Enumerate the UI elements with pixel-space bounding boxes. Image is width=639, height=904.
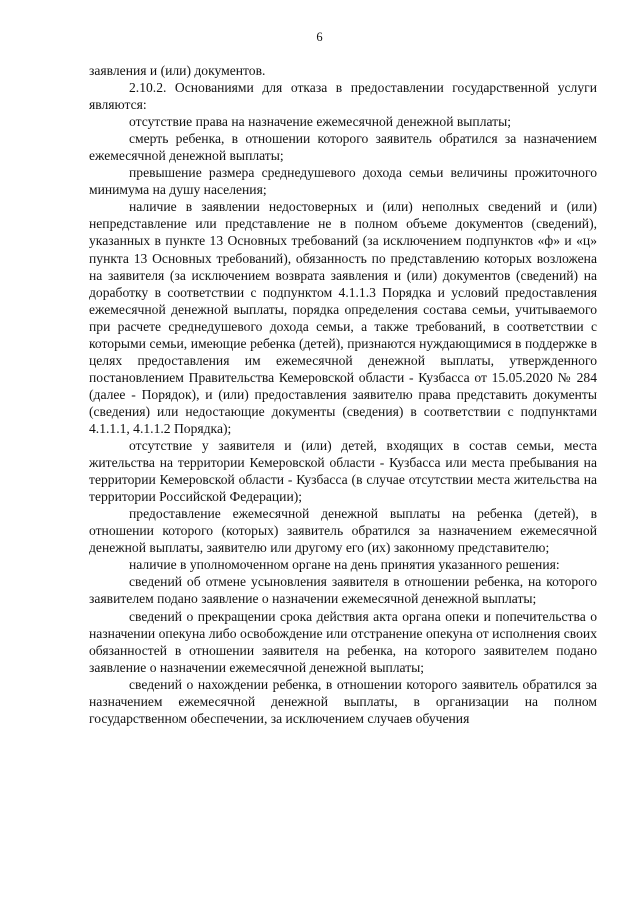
paragraph-child-in-state-care: сведений о нахождении ребенка, в отношении которого заявитель обратился за назначением ежемесячной денежной выплаты, в организации на полном государственном обеспечении, за исключением случаев обучения <box>89 676 597 726</box>
paragraph-false-information: наличие в заявлении недостоверных и (или) неполных сведений и (или) непредставление или представление не в полном объеме документов (сведений), указанных в пункте 13 Основных требований (за исключением подпунктов «ф» и «ц» пункта 13 Основных требований), обязанность по представлению которых возложена на заявителя (за исключением возврата заявления и (или) документов (сведений) на доработку в соответствии с подпунктом 4.1.1.3 Порядка и условий предоставления ежемесячной денежной выплаты, порядка определения состава семьи, учитываемого при расчете среднедушевого дохода семьи, а также требований, в соответствии с которыми семьи, имеющие ребенка (детей), признаются нуждающимися в поддержке в целях предоставления им ежемесячной денежной выплаты, утвержденного постановлением Правительства Кемеровской области - Кузбасса от 15.05.2020 № 284 (далее - Порядок), и (или) предоставления заявителю права представить документы (сведения) или недостающие документы (сведения) в соответствии с подпунктами 4.1.1.1, 4.1.1.2 Порядка); <box>89 199 597 436</box>
paragraph-adoption-cancelled: сведений об отмене усыновления заявителя в отношении ребенка, на которого заявителем подано заявление о назначении ежемесячной денежной выплаты; <box>89 574 597 607</box>
paragraph-authority-information: наличие в уполномоченном органе на день принятия указанного решения: <box>129 557 560 573</box>
paragraph-income-excess: превышение размера среднедушевого дохода семьи величины прожиточного минимума на душу населения; <box>89 165 597 198</box>
paragraph-child-death: смерть ребенка, в отношении которого заявитель обратился за назначением ежемесячной денежной выплаты; <box>89 131 597 164</box>
paragraph-guardianship-ended: сведений о прекращении срока действия акта органа опеки и попечительства о назначении опекуна либо освобождение или отстранение опекуна от исполнения своих обязанностей в отношении заявителя на ребенка, на которого заявителем подано заявление о назначении ежемесячной денежной выплаты; <box>89 608 597 675</box>
paragraph-no-right: отсутствие права на назначение ежемесячной денежной выплаты; <box>129 114 512 130</box>
paragraph-continuation: заявления и (или) документов. <box>89 63 266 78</box>
paragraph-clause-2-10-2: 2.10.2. Основаниями для отказа в предоставлении государственной услуги являются: <box>89 80 597 113</box>
paragraph-no-residence: отсутствие у заявителя и (или) детей, входящих в состав семьи, места жительства на территории Кемеровской области - Кузбасса или места пребывания на территории Кемеровской области - Кузбасса (в случае отсутствии места жительства на территории Российской Федерации); <box>89 438 597 505</box>
page-number: 6 <box>316 30 323 44</box>
document-body <box>89 62 597 727</box>
paragraph-payment-already-granted: предоставление ежемесячной денежной выплаты на ребенка (детей), в отношении которого (которых) заявитель обратился за назначением ежемесячной денежной выплаты, заявителю или другому его (их) законному представителю; <box>89 506 597 556</box>
